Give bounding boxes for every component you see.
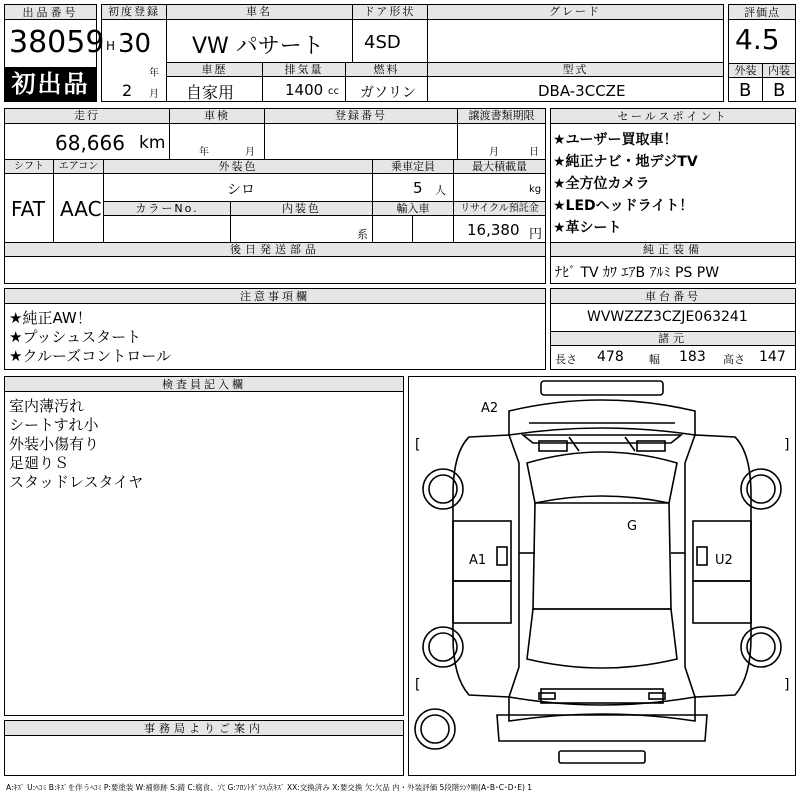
mark-a2: A2 bbox=[481, 401, 499, 416]
width-label: 幅 bbox=[649, 353, 660, 366]
chassis-value: WVWZZZ3CZJE063241 bbox=[587, 309, 748, 325]
int-color-unit: 系 bbox=[357, 228, 368, 241]
capacity-value: 5 bbox=[413, 179, 423, 197]
length-value: 478 bbox=[597, 349, 624, 365]
history-value: 自家用 bbox=[186, 83, 235, 102]
reg-month-unit: 月 bbox=[149, 89, 159, 100]
svg-text:[: [ bbox=[413, 437, 422, 453]
equipment-label: 純正装備 bbox=[551, 243, 795, 257]
caution-item: ★クルーズコントロール bbox=[9, 347, 171, 365]
reg-era: H bbox=[106, 39, 116, 53]
int-score-label: 内装 bbox=[763, 64, 795, 78]
inspector-note: 足廻りＳ bbox=[9, 454, 70, 472]
chassis-box bbox=[550, 288, 796, 370]
import-label: 輸入車 bbox=[373, 202, 453, 216]
color-no-label: カラーNo. bbox=[104, 202, 230, 216]
lot-box bbox=[4, 4, 105, 102]
inspector-box bbox=[4, 376, 404, 716]
transfer-month-unit: 月 bbox=[489, 147, 499, 158]
capacity-unit: 人 bbox=[435, 184, 446, 197]
first-listing-badge: 初出品 bbox=[5, 67, 96, 101]
recycle-value: 16,380 bbox=[467, 221, 520, 239]
inspector-note: 外装小傷有り bbox=[9, 435, 100, 453]
lot-label: 出品番号 bbox=[5, 5, 96, 20]
capacity-label: 乗車定員 bbox=[373, 160, 453, 174]
car-name: VW パサート bbox=[192, 34, 324, 59]
sales-point: ★革シート bbox=[553, 220, 622, 236]
model-value: DBA-3CCZE bbox=[538, 82, 626, 100]
lot-number: 38059 bbox=[9, 25, 105, 60]
reg-month: 2 bbox=[122, 81, 133, 100]
car-name-label: 車名 bbox=[166, 5, 352, 20]
height-value: 147 bbox=[759, 349, 786, 365]
history-label: 車歴 bbox=[167, 63, 262, 77]
sales-points-label: セールスポイント bbox=[551, 109, 795, 124]
svg-text:]: ] bbox=[783, 677, 792, 693]
length-label: 長さ bbox=[555, 353, 577, 366]
score-box bbox=[728, 4, 796, 102]
score-value: 4.5 bbox=[735, 23, 780, 56]
caution-item: ★プッシュスタート bbox=[9, 328, 142, 346]
int-score: B bbox=[773, 80, 786, 101]
reg-year-unit: 年 bbox=[149, 68, 159, 79]
fuel-value: ガソリン bbox=[360, 85, 416, 101]
transfer-day-unit: 日 bbox=[529, 147, 539, 158]
ext-color-value: シロ bbox=[227, 182, 255, 198]
detail-grid bbox=[4, 108, 546, 284]
footer-legend: A:ｷｽﾞ U:ﾍｺﾐ B:ｷｽﾞを伴うﾍｺﾐ P:要塗装 W:補修跡 S:錆 C:腐食、穴 G:ﾌﾛﾝﾄｶﾞﾗｽ点ｷｽﾞ XX:交換済み X:要交換 欠:欠品 内・外装評価 5段階ﾗﾝｸ順(A･B･C･D･E) 1 bbox=[6, 783, 533, 792]
width-value: 183 bbox=[679, 349, 706, 365]
mileage-value: 68,666 bbox=[55, 131, 125, 155]
plate-label: 登録番号 bbox=[265, 109, 457, 124]
load-unit: kg bbox=[529, 184, 542, 195]
inspector-note: シートすれ小 bbox=[9, 416, 99, 434]
sales-point: ★ユーザー買取車！ bbox=[553, 132, 678, 148]
mileage-unit: km bbox=[139, 133, 166, 153]
svg-text:]: ] bbox=[783, 437, 792, 453]
inspection-label: 車検 bbox=[170, 109, 264, 124]
score-label: 評価点 bbox=[729, 5, 795, 20]
transfer-label: 譲渡書類期限 bbox=[458, 109, 545, 124]
door-label: ドア形状 bbox=[352, 5, 427, 20]
later-parts-label: 後日発送部品 bbox=[5, 243, 545, 257]
reg-label: 初度登録 bbox=[102, 5, 166, 20]
caution-item: ★純正AW！ bbox=[9, 309, 92, 327]
int-color-label: 内装色 bbox=[231, 202, 372, 216]
inspection-year-unit: 年 bbox=[199, 147, 209, 158]
ext-color-label: 外装色 bbox=[104, 160, 372, 174]
load-label: 最大積載量 bbox=[454, 160, 545, 174]
sales-point: ★純正ナビ・地デジTV bbox=[553, 154, 698, 170]
ac-label: エアコン bbox=[54, 160, 103, 174]
grade-label: グレード bbox=[427, 5, 723, 20]
mark-a1: A1 bbox=[469, 553, 487, 568]
chassis-label: 車台番号 bbox=[551, 289, 795, 304]
cautions-box bbox=[4, 288, 546, 370]
car-outline-svg bbox=[409, 377, 795, 775]
header-grid bbox=[101, 4, 724, 102]
displacement-value: 1400 bbox=[285, 81, 324, 99]
fuel-label: 燃料 bbox=[346, 63, 427, 77]
sales-point: ★全方位カメラ bbox=[553, 176, 650, 192]
sales-points-box bbox=[550, 108, 796, 284]
mark-u2: U2 bbox=[715, 553, 733, 568]
inspector-note: スタッドレスタイヤ bbox=[9, 473, 144, 491]
reg-year: 30 bbox=[118, 29, 152, 59]
shift-label: シフト bbox=[5, 160, 53, 174]
inspection-month-unit: 月 bbox=[245, 147, 255, 158]
ext-score-label: 外装 bbox=[729, 64, 762, 78]
cautions-list bbox=[9, 309, 171, 366]
svg-text:[: [ bbox=[413, 677, 422, 693]
damage-diagram bbox=[408, 376, 796, 776]
specs-label: 諸元 bbox=[551, 332, 795, 346]
sales-points-list bbox=[553, 129, 698, 239]
mark-g: G bbox=[627, 519, 638, 534]
office-label: 事務局よりご案内 bbox=[5, 721, 403, 736]
recycle-unit: 円 bbox=[529, 227, 543, 242]
inspector-label: 検査員記入欄 bbox=[5, 377, 403, 392]
cautions-label: 注意事項欄 bbox=[5, 289, 545, 304]
inspector-list bbox=[9, 397, 143, 492]
recycle-label: リサイクル預託金 bbox=[454, 202, 545, 216]
height-label: 高さ bbox=[723, 353, 745, 366]
model-label: 型式 bbox=[428, 63, 723, 77]
displacement-unit: cc bbox=[328, 86, 339, 97]
equipment-value: ﾅﾋﾞ TV ｶﾜ ｴｱB ｱﾙﾐ PS PW bbox=[555, 265, 720, 281]
shift-value: FAT bbox=[11, 197, 46, 221]
sales-point: ★LEDヘッドライト！ bbox=[553, 198, 694, 214]
office-box bbox=[4, 720, 404, 776]
door-value: 4SD bbox=[364, 32, 401, 53]
ac-value: AAC bbox=[60, 197, 102, 221]
displacement-label: 排気量 bbox=[263, 63, 345, 77]
mileage-label: 走行 bbox=[5, 109, 169, 124]
ext-score: B bbox=[739, 80, 752, 101]
inspector-note: 室内薄汚れ bbox=[9, 397, 85, 415]
